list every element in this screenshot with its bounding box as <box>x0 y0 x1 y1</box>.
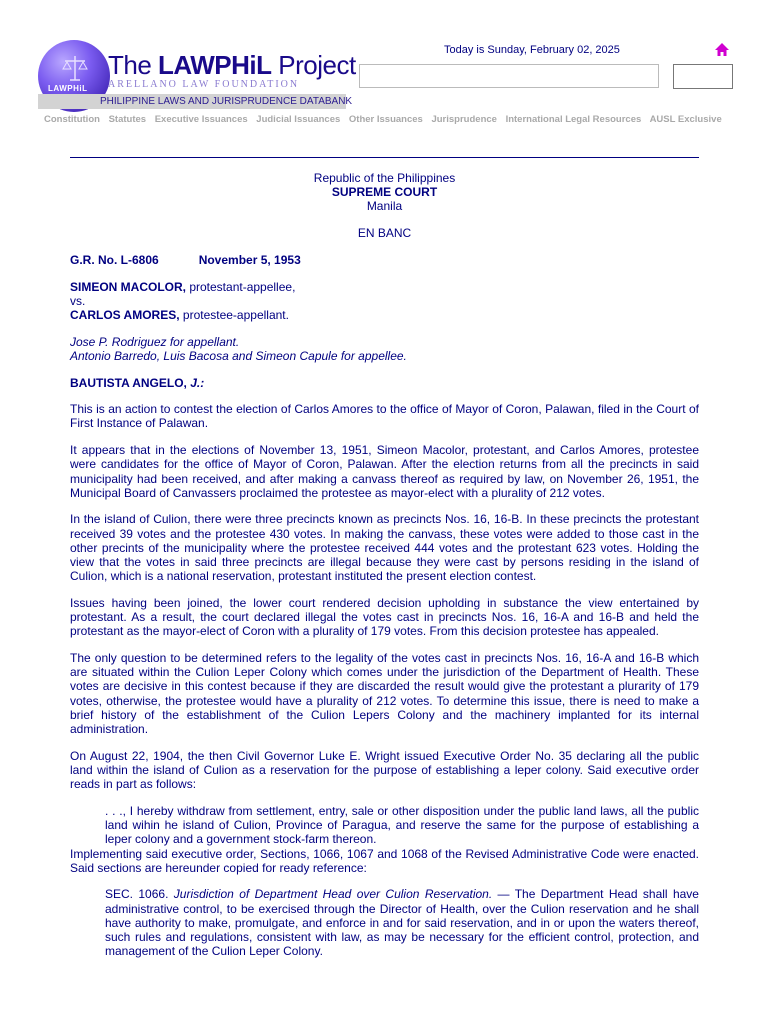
nav-item-ausl-exclusive[interactable]: AUSL Exclusive <box>649 114 722 125</box>
nav-item-executive-issuances[interactable]: Executive Issuances <box>154 114 248 125</box>
court-city: Manila <box>366 199 403 214</box>
block-quote-section: SEC. 1066. Jurisdiction of Department Head over Culion Reservation. — The Department Head shall have administrative control, to be exercised through the Director of Health, over the Culion reservation and he shall have authority to make, promulgate, and enforce in and for said reservation, and in or upon the waters thereof, such rules and regulations, consistent with law, as may be necessary for the efficient control, protection, and management of the Culion Leper Colony. <box>105 887 699 959</box>
site-subtitle: ARELLANO LAW FOUNDATION <box>108 79 300 90</box>
paragraph: This is an action to contest the election of Carlos Amores to the office of Mayor of Coron, Palawan, filed in the Court of First Instance of Palawan. <box>70 402 699 431</box>
counsel-appellee: Antonio Barredo, Luis Bacosa and Simeon Capule for appellee. <box>70 348 407 363</box>
party-protestee: CARLOS AMORES, protestee-appellant. <box>70 307 289 322</box>
scales-of-justice-icon <box>62 54 88 84</box>
paragraph: Implementing said executive order, Sections, 1066, 1067 and 1068 of the Revised Administrative Code were enacted. Said sections are hereunder copied for ready reference: <box>70 846 699 875</box>
case-heading <box>70 253 699 267</box>
logo-badge-text: LAWPHiL <box>48 84 88 93</box>
block-quote: . . ., I hereby withdraw from settlement, entry, sale or other disposition under the public land laws, all the public land wihin he island of Culion, Province of Paragua, and reserve the same for the purpose of establishing a leper colony and a government stock-farm thereon. <box>105 803 699 847</box>
main-nav <box>44 114 728 125</box>
paragraph: Issues having been joined, the lower court rendered decision upholding in substance the view entertained by protestant. As a result, the court declared illegal the votes cast in precincts Nos. 16, 16-A and 16-B and held the protestant as the mayor-elect of Coron with a plurality of 179 votes. From this decision protestee has appealed. <box>70 595 699 639</box>
republic-line: Republic of the Philippines <box>313 171 456 185</box>
counsel-appellant: Jose P. Rodriguez for appellant. <box>70 334 240 349</box>
nav-item-judicial-issuances[interactable]: Judicial Issuances <box>256 114 341 125</box>
division: EN BANC <box>357 226 412 241</box>
nav-item-constitution[interactable]: Constitution <box>44 114 100 125</box>
paragraph: In the island of Culion, there were three precincts known as precincts Nos. 16, 16-B. In these precincts the protestant received 39 votes and the protestee 430 votes. In making the canvass, these votes were added to those cast in the other precints of the municipality where the protestee received 444 votes and the protestant 623 votes. Holding the view that the votes in said three precincts are illegal because they were cast by persons residing in the island of Culion, which is a national reservation, protestant instituted the present election contest. <box>70 512 699 584</box>
versus: vs. <box>70 293 86 308</box>
nav-item-jurisprudence[interactable]: Jurisprudence <box>431 114 497 125</box>
paragraph: On August 22, 1904, the then Civil Governor Luke E. Wright issued Executive Order No. 35 declaring all the public land within the island of Culion as a reservation for the purpose of establishing a leper colony. Said executive order reads in part as follows: <box>70 748 699 792</box>
site-header <box>0 0 768 140</box>
nav-item-statutes[interactable]: Statutes <box>108 114 147 125</box>
search-input[interactable] <box>359 64 659 88</box>
decision-date: November 5, 1953 <box>198 252 301 267</box>
paragraph: The only question to be determined refers to the legality of the votes cast in precincts Nos. 16, 16-A and 16-B which are situated within the Culion Leper Colony which comes under the jurisdiction of the Department of Health. These votes are decisive in this contest because if they are discarded the result would give the protestant a plurarity of 179 votes, otherwise, the protestee would have a plurality of 212 votes. To determine this issue, there is need to make a brief history of the establishment of the Culion Lepers Colony and the machinery implanted for its internal administration. <box>70 651 699 737</box>
home-icon[interactable] <box>714 42 730 58</box>
title-suffix: Project <box>271 50 356 80</box>
search-button[interactable] <box>673 64 733 89</box>
title-brand: LAWPHiL <box>158 50 272 80</box>
paragraph: It appears that in the elections of November 13, 1951, Simeon Macolor, protestant, and Carlos Amores, protestee were candidates for the office of Mayor of Coron, Palawan. After the election returns from all the precincts in said municipality had been received, and after making a canvass thereof as required by law, on November 26, 1951, the Municipal Board of Canvassers proclaimed the protestee as mayor-elect with a plurality of 212 votes. <box>70 443 699 500</box>
nav-item-international-legal-resources[interactable]: International Legal Resources <box>505 114 642 125</box>
gr-number: G.R. No. L-6806 <box>70 252 159 267</box>
header-divider <box>70 157 699 158</box>
title-prefix: The <box>108 50 159 80</box>
party-protestant: SIMEON MACOLOR, protestant-appellee, <box>70 279 296 294</box>
court-name: SUPREME COURT <box>331 185 438 200</box>
current-date: Today is Sunday, February 02, 2025 <box>444 44 620 56</box>
site-tagline: PHILIPPINE LAWS AND JURISPRUDENCE DATABANK <box>100 96 353 107</box>
decision-document <box>70 171 699 958</box>
ponente: BAUTISTA ANGELO, J.: <box>70 375 205 390</box>
site-title[interactable] <box>108 50 356 81</box>
nav-item-other-issuances[interactable]: Other Issuances <box>348 114 423 125</box>
